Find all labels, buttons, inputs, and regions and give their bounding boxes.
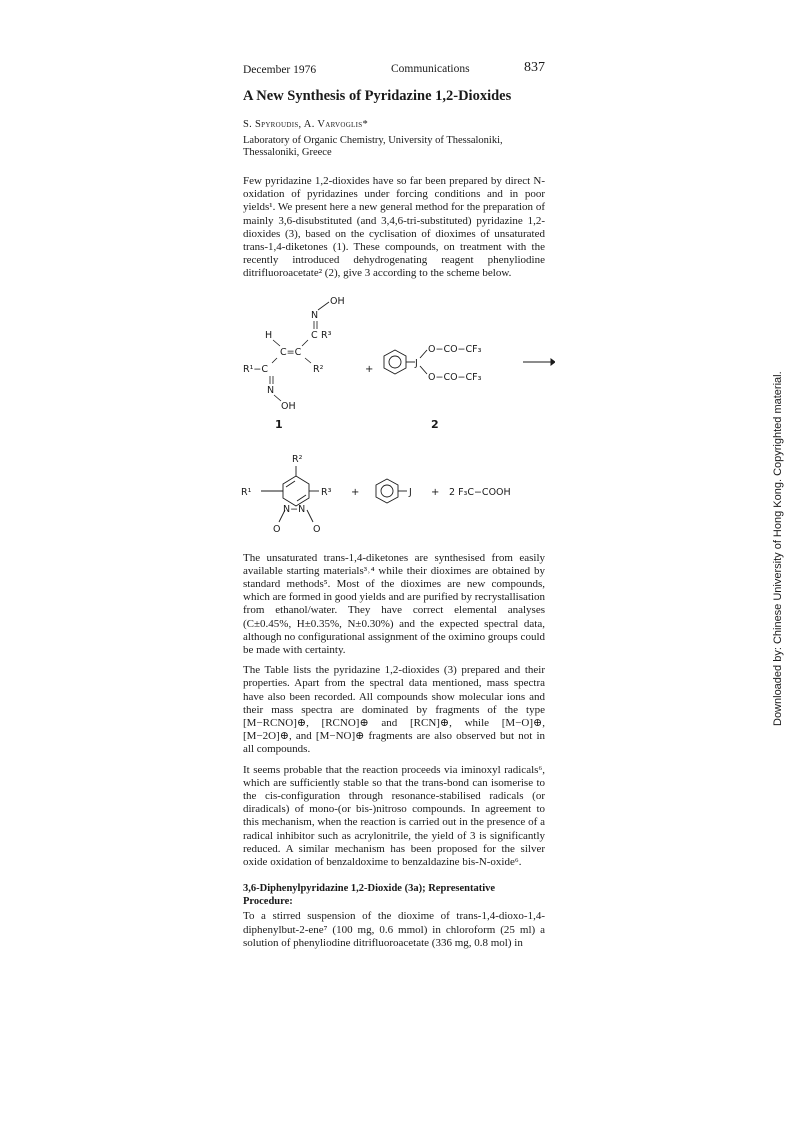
reaction-scheme-drawing <box>235 288 555 546</box>
pyridazine-ring <box>283 476 309 506</box>
plus-sign-1: + <box>365 363 374 375</box>
benzene-ring-2-inner <box>389 356 401 368</box>
tfa-bond-lower <box>420 366 427 374</box>
trifluoroacetic-acid: 2 F₃C−COOH <box>449 486 511 498</box>
paragraph-mechanism: It seems probable that the reaction proceeds via iminoxyl radicals⁶, which are sufficiently stable so that the trans-bond can isomerise to the cis-configuration through resonance-stabilised radicals (or diradicals) of mono-(or bis-)nitroso compounds. In agreement to this mechanism, when the reaction is carried out in the presence of a radical inhibitor such as acrylonitrile, the yield of 3 is significantly reduced. A similar mechanism has been proposed for the silver oxide oxidation of benzaldoxime to benzaldazine bis-N-oxide⁶. <box>243 763 545 869</box>
compound-1 <box>243 296 345 431</box>
compound-2-tfa-upper: O−CO−CF₃ <box>428 343 482 355</box>
article-title: A New Synthesis of Pyridazine 1,2-Dioxides <box>243 88 512 104</box>
iodobenzene <box>376 479 407 503</box>
compound-1-oh-bottom: OH <box>281 400 296 412</box>
plus-sign-3: + <box>431 486 440 498</box>
iodobenzene-iodine: J <box>409 486 412 498</box>
journal-section: Communications <box>391 63 470 75</box>
plus-sign-2: + <box>351 486 360 498</box>
affiliation: Laboratory of Organic Chemistry, University of Thessaloniki, Thessaloniki, Greece <box>243 135 503 158</box>
compound-3-nn: N−N <box>283 503 306 515</box>
compound-1-n-top: N <box>311 309 319 321</box>
benzene-ring-iodobenzene-inner <box>381 485 393 497</box>
compound-1-double-bond: C=C <box>280 346 302 358</box>
compound-1-r2: R² <box>313 363 324 375</box>
compound-1-r1c: R¹−C <box>243 363 269 375</box>
compound-3-r3: R³ <box>321 486 332 498</box>
compound-1-r3: R³ <box>321 329 332 341</box>
article-page <box>243 58 545 957</box>
compound-2-labels <box>414 344 482 431</box>
paragraph-table: The Table lists the pyridazine 1,2-dioxides (3) prepared and their properties. Apart from the spectral data mentioned, mass spectra have also been recorded. All compounds show molecular ions and their mass spectra are dominated by fragments of the type [M−RCNO]⊕, [RCNO]⊕ and [RCN]⊕, while [M−O]⊕, [M−2O]⊕, and [M−NO]⊕ fragments are also observed but not in all compounds. <box>243 664 545 756</box>
reaction-arrow <box>523 359 555 365</box>
paragraph-diketones: The unsaturated trans-1,4-diketones are synthesised from easily available starting materials³˒⁴ while their dioximes are obtained by standard methods⁵. Most of the dioximes are new compounds, which are formed in good yields and are purified by recrystallisation from ethanol/water. They have correct elemental analyses (C±0.45%, H±0.35%, N±0.30%) and the expected spectral data, although no configurational assignment of the oximino groups could be made with certainty. <box>243 551 545 657</box>
running-header <box>243 58 545 80</box>
compound-3-o-left: O <box>273 523 281 535</box>
author-list: S. Spyroudis, A. Varvoglis* <box>243 119 369 130</box>
compound-1-n-bottom: N <box>267 384 275 396</box>
compound-3-r1: R¹ <box>241 486 252 498</box>
compound-1-oh-top: OH <box>330 295 345 307</box>
reaction-scheme <box>235 288 551 546</box>
compound-2-tfa-lower: O−CO−CF₃ <box>428 371 482 383</box>
compound-1-c-top: C <box>311 329 318 341</box>
page-number: 837 <box>524 60 545 75</box>
compound-3-r2: R² <box>292 453 303 465</box>
procedure-text: To a stirred suspension of the dioxime of trans-1,4-dioxo-1,4-diphenylbut-2-ene⁷ (100 mg, 0.6 mmol) in chloroform (25 ml) a solution of phenyliodine ditrifluoroacetate (336 mg, 0.8 mol) in <box>243 910 545 949</box>
compound-2-label: 2 <box>431 417 439 431</box>
compound-3-o-right: O <box>313 523 321 535</box>
compound-1-label: 1 <box>275 417 283 431</box>
compound-2-iodine: J <box>415 357 418 369</box>
compound-2 <box>384 350 427 374</box>
issue-date: December 1976 <box>243 64 317 76</box>
paragraph-intro: Few pyridazine 1,2-dioxides have so far been prepared by direct N-oxidation of pyridazines under forcing conditions and in poor yields¹. We present here a new general method for the preparation of mainly 3,6-disubstituted (and 3,4,6-tri-substituted) pyridazine 1,2-dioxides (3), based on the cyclisation of dioximes of unsaturated trans-1,4-diketones (1). These compounds, on treatment with the recently introduced dehydrogenating reagent phenyliodine ditrifluoroacetate² (2), give 3 according to the scheme below. <box>243 175 545 280</box>
benzene-ring-2 <box>384 350 406 374</box>
compound-1-h: H <box>265 329 273 341</box>
benzene-ring-iodobenzene <box>376 479 398 503</box>
tfa-bond-upper <box>420 350 427 358</box>
procedure-heading: 3,6-Diphenylpyridazine 1,2-Dioxide (3a); Representative Procedure: <box>243 883 496 907</box>
download-note: Downloaded by: Chinese University of Hong Kong. Copyrighted material. <box>772 371 784 726</box>
